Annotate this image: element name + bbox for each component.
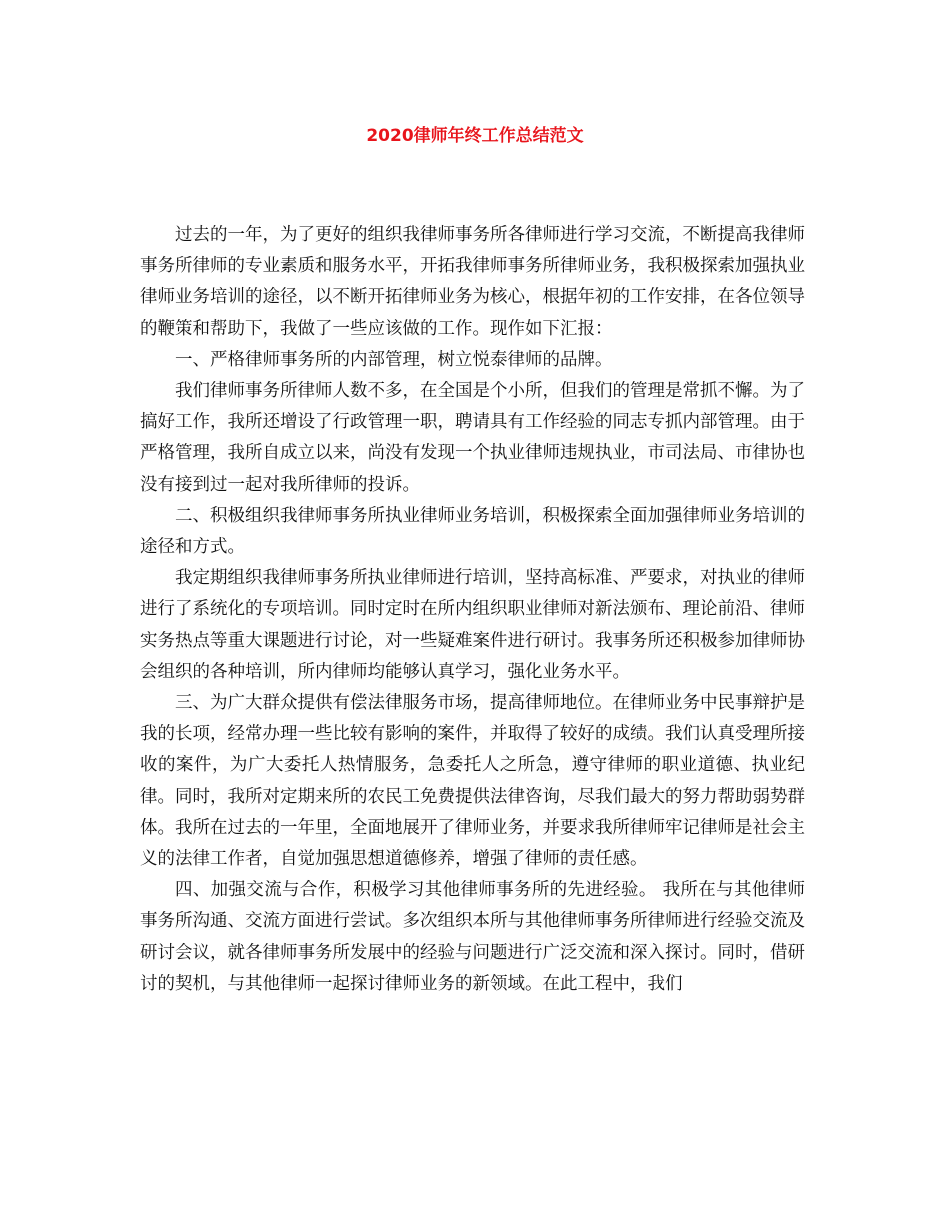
paragraph-management: 我们律师事务所律师人数不多，在全国是个小所，但我们的管理是常抓不懈。为了搞好工作，我所还增设了行政管理一职，聘请具有工作经验的同志专抓内部管理。由于严格管理，我所自成立以来，尚没有发现一个执业律师违规执业，市司法局、市律协也没有接到过一起对我所律师的投诉。 [140,381,805,495]
paragraph-intro: 过去的一年，为了更好的组织我律师事务所各律师进行学习交流，不断提高我律师事务所律师的专业素质和服务水平，开拓我律师事务所律师业务，我积极探索加强执业律师业务培训的途径，以不断开拓律师业务为核心，根据年初的工作安排，在各位领导的鞭策和帮助下，我做了一些应该做的工作。现作如下汇报： [140,225,805,339]
section-heading-1: 一、严格律师事务所的内部管理，树立悦泰律师的品牌。 [175,349,613,370]
paragraph-service: 三、为广大群众提供有偿法律服务市场，提高律师地位。在律师业务中民事辩护是我的长项，经常办理一些比较有影响的案件，并取得了较好的成绩。我们认真受理所接收的案件，为广大委托人热情服务，急委托人之所急，遵守律师的职业道德、执业纪律。同时，我所对定期来所的农民工免费提供法律咨询，尽我们最大的努力帮助弱势群体。我所在过去的一年里，全面地展开了律师业务，并要求我所律师牢记律师是社会主义的法律工作者，自觉加强思想道德修养，增强了律师的责任感。 [140,693,805,870]
document-title: 2020律师年终工作总结范文 [366,126,584,146]
paragraph-exchange: 四、加强交流与合作，积极学习其他律师事务所的先进经验。 我所在与其他律师事务所沟通、交流方面进行尝试。多次组织本所与其他律师事务所律师进行经验交流及研讨会议，就各律师事务所发展中的经验与问题进行广泛交流和深入探讨。同时，借研讨的契机，与其他律师一起探讨律师业务的新领域。在此工程中，我们 [140,880,805,994]
document-body [140,220,805,1000]
section-heading-2: 二、积极组织我律师事务所执业律师业务培训，积极探索全面加强律师业务培训的途径和方式。 [140,505,805,558]
paragraph-training: 我定期组织我律师事务所执业律师进行培训，坚持高标准、严要求，对执业的律师进行了系统化的专项培训。同时定时在所内组织职业律师对新法颁布、理论前沿、律师实务热点等重大课题进行讨论，对一些疑难案件进行研讨。我事务所还积极参加律师协会组织的各种培训，所内律师均能够认真学习，强化业务水平。 [140,568,805,682]
